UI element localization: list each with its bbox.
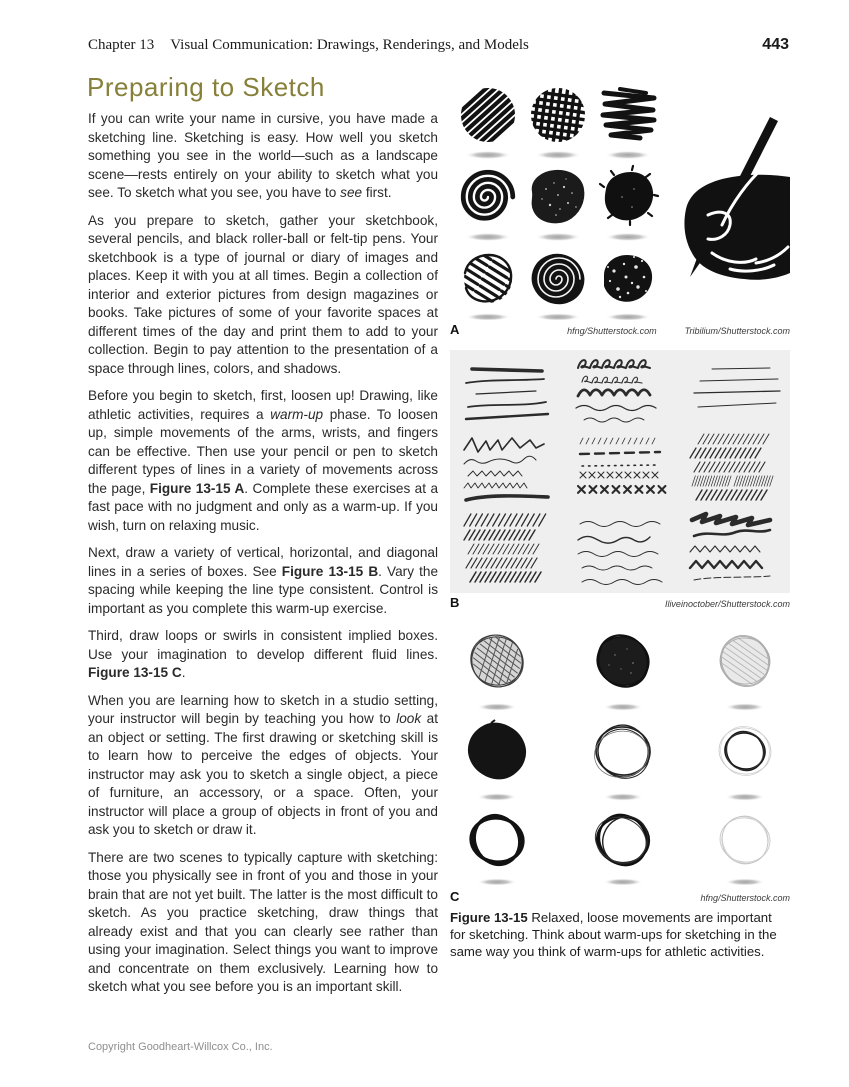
- textured-blob: [533, 171, 584, 222]
- figure-a-label: A: [450, 322, 460, 337]
- chapter-title: Visual Communication: Drawings, Renderings, and Models: [170, 37, 529, 53]
- spiral-doodle: [463, 172, 513, 218]
- paragraph-5: Third, draw loops or swirls in consistent implied boxes. Use your imagination to develop different fluid lines. Figure 13-15 C.: [88, 628, 438, 680]
- gray-scribble-circle: [460, 625, 534, 698]
- figure-b-credit: Iliveinoctober/Shutterstock.com: [664, 599, 790, 609]
- faint-loop-circle: [713, 808, 777, 873]
- body-text-column: [88, 110, 438, 1006]
- paragraph-2: As you prepare to sketch, gather your sketchbook, several pencils, and black roller-ball or felt-tip pens. Your sketchbook is a type of journal or diary of images and places. Keep it with you at all times. Begin a collection of interior and exterior pictures from design magazines or books. Take pictures of some of your favorite spaces at different times of the day and print them to add to your collection. Begin to pay attention to the presentation of a space through lines, colors, and shadows.: [88, 212, 438, 376]
- nested-loop-circle: [711, 716, 780, 785]
- swirl-blob: [526, 248, 589, 309]
- crosshatch-blob: [525, 85, 590, 147]
- figure-c-label: C: [450, 889, 460, 904]
- shadow-ellipses: [477, 703, 765, 885]
- paragraph-7: There are two scenes to typically capture with sketching: those you physically see in front of you and those in your brain that are not yet built. The latter is the most difficult to sketch. As you practice sketching, draw things that already exist and that you can clearly see rather than using your imagination. Select things you want to improve and concentrate on them exclusively. Learning how to sketch what you see before you is an important skill.: [88, 849, 438, 994]
- page-number: 443: [762, 36, 789, 53]
- thin-loop-circle: [589, 718, 659, 788]
- figure-a-caption-row: [450, 322, 790, 336]
- chapter-label: Chapter 13: [88, 37, 155, 53]
- figure-b-line-warmups: [450, 350, 790, 593]
- paragraph-4: Next, draw a variety of vertical, horizontal, and diagonal lines in a series of boxes. See Figure 13-15 B. Vary the spacing while keeping the line type consistent. Control is important as you complete this warm-up exercise.: [88, 545, 439, 616]
- thick-loop-circle: [464, 807, 530, 873]
- figure-c-loop-warmups: [450, 625, 790, 887]
- paragraph-6: When you are learning how to sketch in a studio setting, your instructor will begin by teaching you how to look at an object or setting. The first drawing or sketching skill is to learn how to perceive the edges of objects. Your instructor may ask you to sketch a single object, a piece of furniture, an accessory, or a space. Often, your instructor will place a group of objects in front of you and ask you to sketch or draw it.: [88, 692, 438, 837]
- zigzag-blob: [603, 89, 654, 138]
- figure-column: [450, 85, 790, 960]
- black-scribble-circle: [588, 625, 658, 697]
- page-title: Preparing to Sketch: [87, 72, 325, 102]
- hand-pencil-illustration: [684, 119, 790, 280]
- dense-loop-circle: [588, 806, 657, 874]
- chapter-heading: [88, 37, 529, 54]
- solid-black-circle: [460, 713, 535, 789]
- copyright-notice: Copyright Goodheart-Willcox Co., Inc.: [88, 1041, 273, 1053]
- dotted-blob: [604, 255, 652, 302]
- light-scribble-circle: [711, 626, 779, 695]
- figure-a-credit-left: hfng/Shutterstock.com: [567, 326, 657, 336]
- dense-scribble-blob: [600, 166, 658, 225]
- figure-a-credit-right: Tribilium/Shutterstock.com: [684, 326, 790, 336]
- loose-scribble-blob: [455, 249, 521, 308]
- figure-b-label: B: [450, 595, 460, 610]
- diagonal-hatch-blob: [452, 85, 525, 151]
- figure-c-credit: hfng/Shutterstock.com: [700, 893, 790, 903]
- figure-a-scribble-warmups: [450, 85, 790, 320]
- figure-b-caption-row: [450, 595, 790, 609]
- paragraph-1: If you can write your name in cursive, you have made a sketching line. Sketching is easy. How well you sketch something you see in the world—such as a landscape scene—rests entirely on your ability to sketch what you see. To sketch what you see, you have to see first.: [88, 111, 438, 200]
- page-header: [88, 36, 789, 54]
- figure-c-caption-row: [450, 889, 790, 903]
- figure-caption: Figure 13-15 Relaxed, loose movements are important for sketching. Think about warm-ups for sketching in the same way you think of warm-ups for athletic activities.: [450, 910, 777, 959]
- paragraph-3: Before you begin to sketch, first, loosen up! Drawing, like athletic activities, requires a warm-up phase. To loosen up, simple movements of the arms, wrists, and fingers can be effective. Then use your pencil or pen to sketch different types of lines in a variety of movements across the page, Figure 13-15 A. Complete these exercises at a fast pace with no judgment and only as a warm-up. If you wish, turn on relaxing music.: [88, 388, 439, 533]
